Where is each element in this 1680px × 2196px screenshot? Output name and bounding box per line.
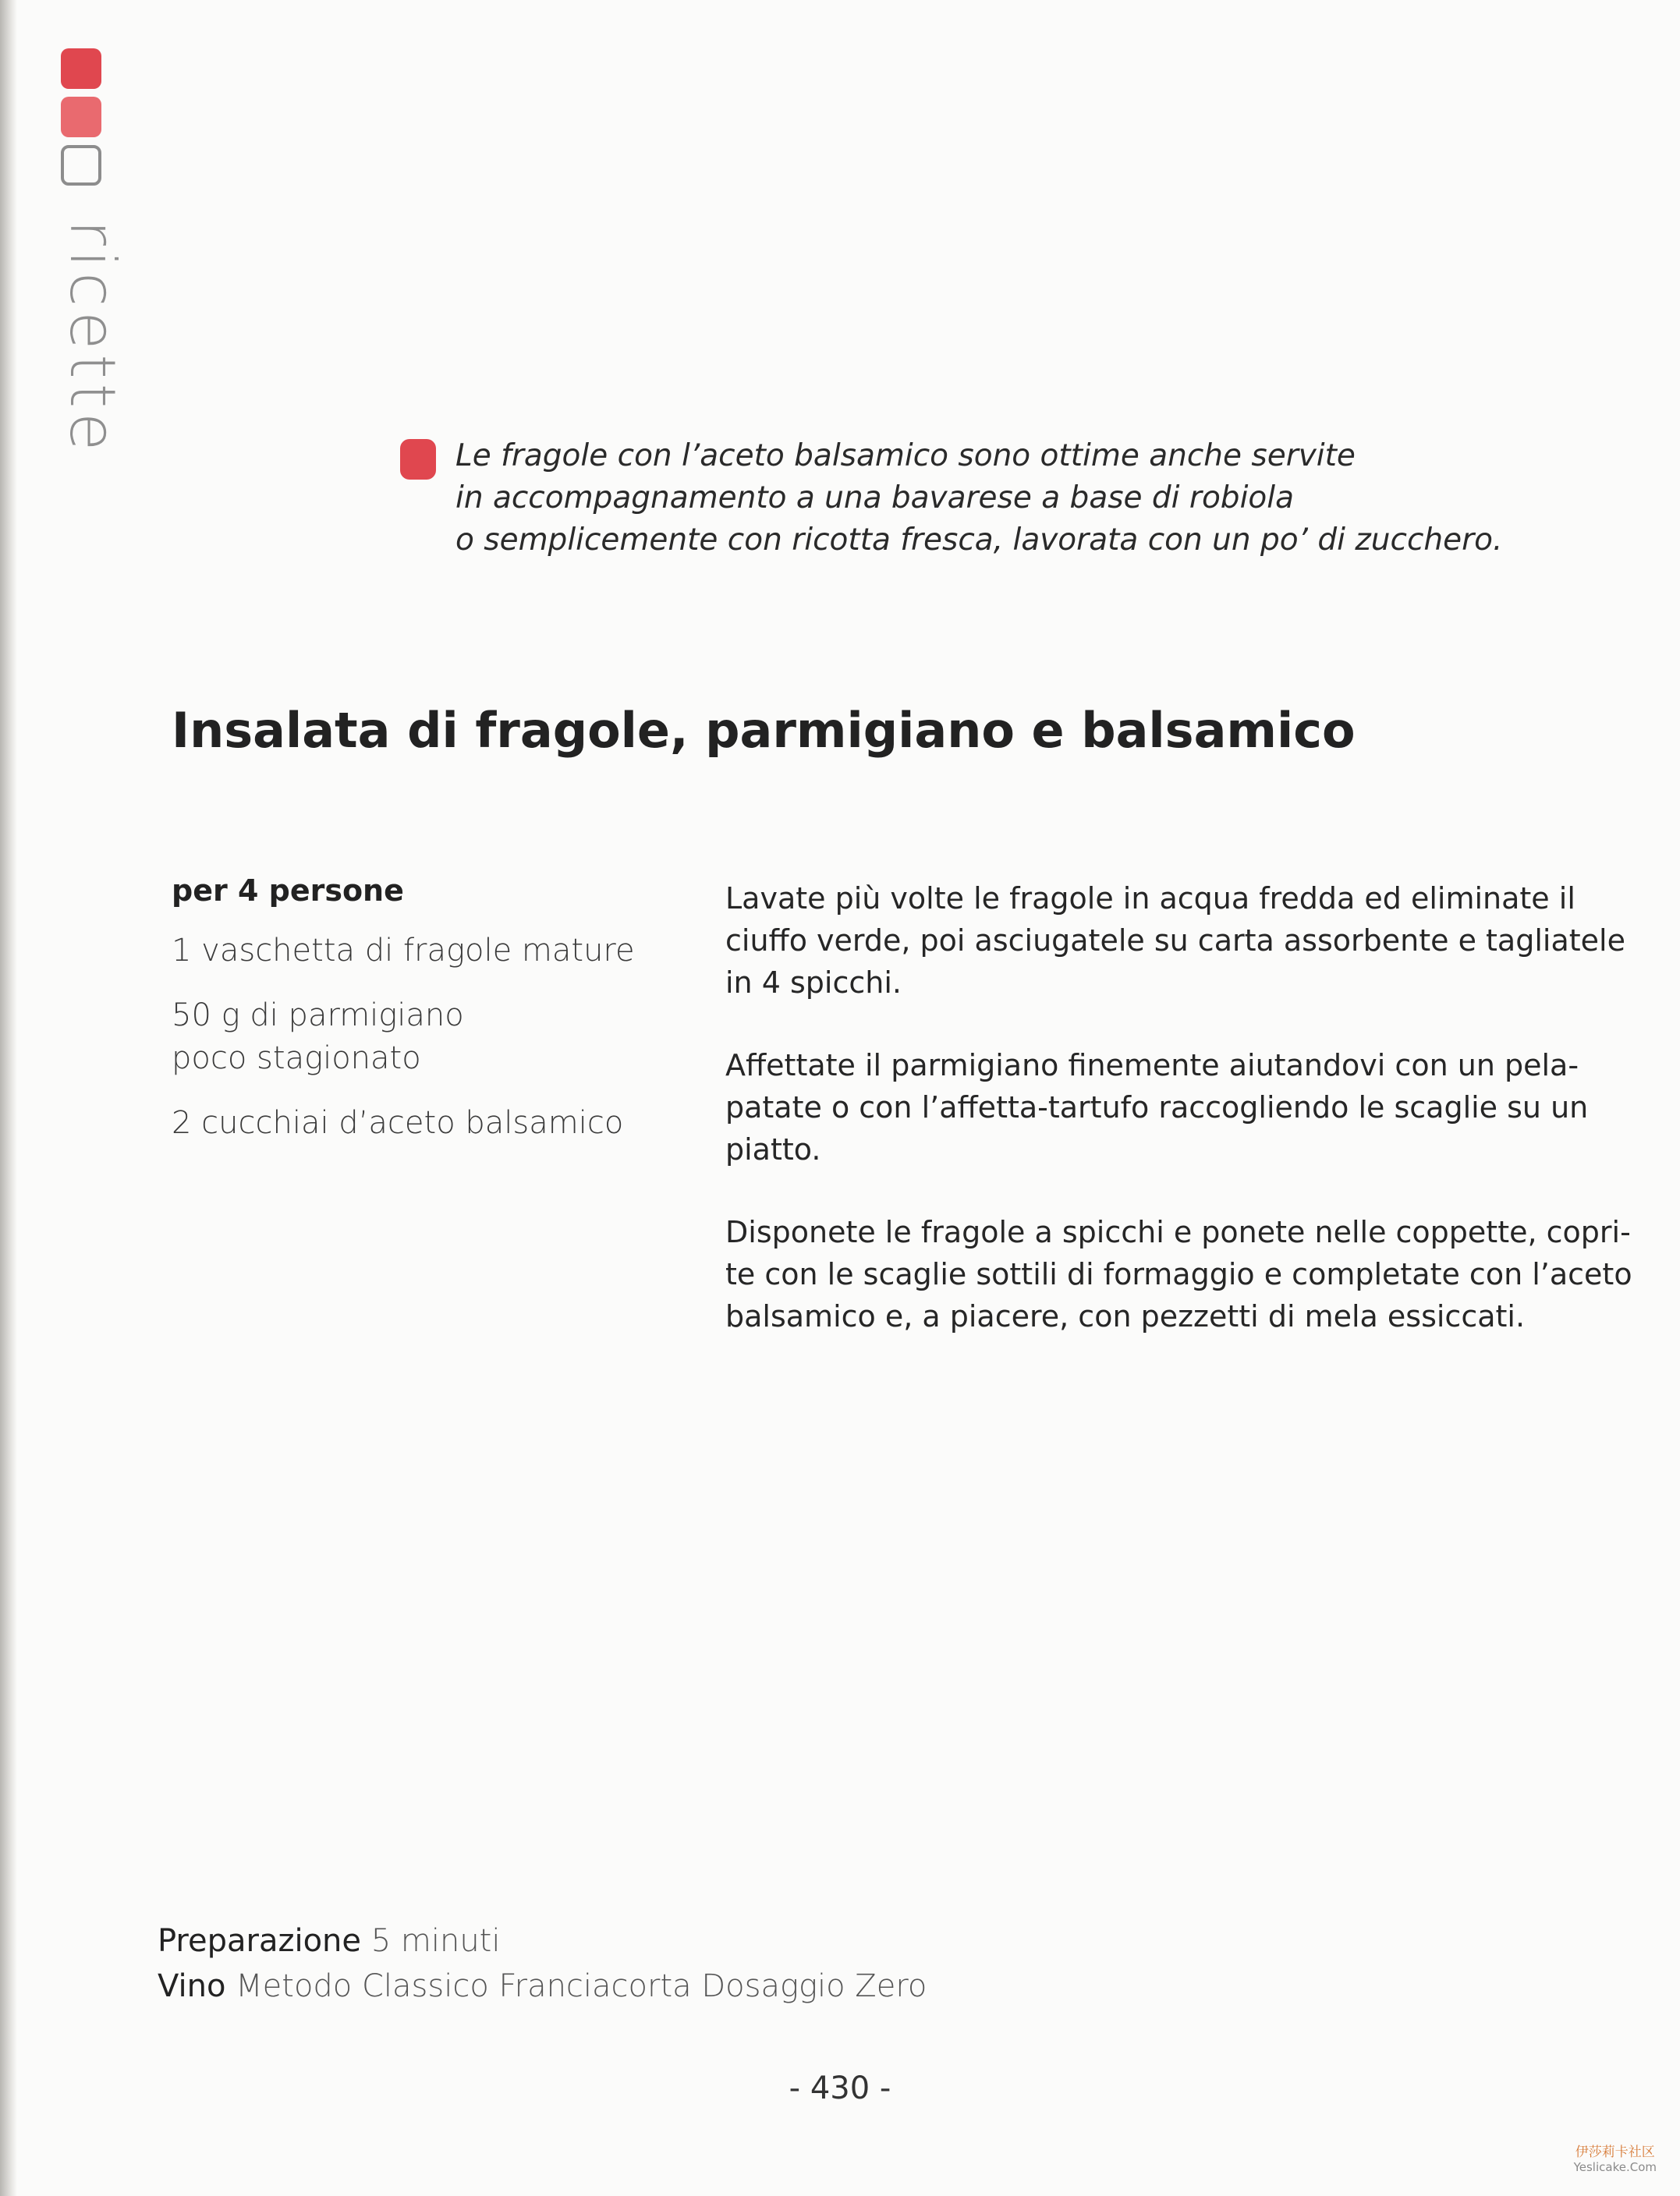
note-bullet-icon	[400, 439, 436, 480]
serving-note	[455, 435, 1503, 561]
step-line: Lavate più volte le fragole in acqua fredda ed eliminate il	[725, 881, 1575, 916]
section-marker	[61, 48, 105, 193]
method-step	[725, 877, 1625, 1004]
step-line: ciuffo verde, poi asciugatele su carta assorbente e tagliatele	[725, 923, 1625, 958]
watermark-line: 伊莎莉卡社区	[1575, 2145, 1655, 2160]
note-line: in accompagnamento a una bavarese a base di robiola	[455, 480, 1294, 515]
ingredient-line: 2 cucchiai d’aceto balsamico	[172, 1105, 624, 1141]
section-label: ricette	[56, 220, 129, 456]
step-line: Disponete le fragole a spicchi e ponete nelle coppette, copri-	[725, 1215, 1631, 1249]
wine-label: Vino	[158, 1968, 226, 2004]
method-step	[725, 1211, 1632, 1337]
ingredient-line: poco stagionato	[172, 1040, 421, 1076]
ingredients-list	[172, 873, 671, 1167]
note-line: o semplicemente con ricotta fresca, lavorata con un po’ di zucchero.	[455, 522, 1503, 558]
ingredient-item	[172, 994, 671, 1080]
recipe-title: Insalata di fragole, parmigiano e balsamico	[172, 702, 1356, 759]
page-number: - 430 -	[789, 2070, 891, 2106]
ingredient-line: 50 g di parmigiano	[172, 997, 464, 1033]
marker-dot-outline	[61, 145, 101, 186]
step-line: in 4 spicchi.	[725, 965, 902, 1000]
wine-value: Metodo Classico Franciacorta Dosaggio Zero	[236, 1968, 927, 2004]
page-spine-shadow	[0, 0, 17, 2196]
ingredient-item	[172, 1102, 671, 1145]
ingredient-item	[172, 930, 671, 972]
ingredient-line: 1 vaschetta di fragole mature	[172, 933, 635, 969]
step-line: piatto.	[725, 1132, 821, 1167]
prep-label: Preparazione	[158, 1923, 361, 1959]
step-line: Affettate il parmigiano finemente aiutandovi con un pela-	[725, 1048, 1579, 1082]
servings-heading: per 4 persone	[172, 873, 404, 908]
prep-value: 5 minuti	[370, 1923, 501, 1959]
step-line: patate o con l’affetta-tartufo raccogliendo le scaglie su un	[725, 1090, 1589, 1125]
note-line: Le fragole con l’aceto balsamico sono ottime anche servite	[455, 438, 1356, 473]
method-steps	[725, 877, 1632, 1378]
step-line: balsamico e, a piacere, con pezzetti di mela essiccati.	[725, 1299, 1526, 1334]
marker-dot-filled	[61, 48, 101, 89]
watermark	[1574, 2145, 1657, 2174]
recipe-meta	[158, 1918, 927, 2009]
marker-dot-light	[61, 97, 101, 137]
wine-pairing	[158, 1964, 927, 2009]
prep-time	[158, 1918, 927, 1964]
watermark-line: Yeslicake.Com	[1573, 2160, 1657, 2175]
step-line: te con le scaglie sottili di formaggio e completate con l’aceto	[725, 1257, 1632, 1291]
method-step	[725, 1044, 1595, 1171]
